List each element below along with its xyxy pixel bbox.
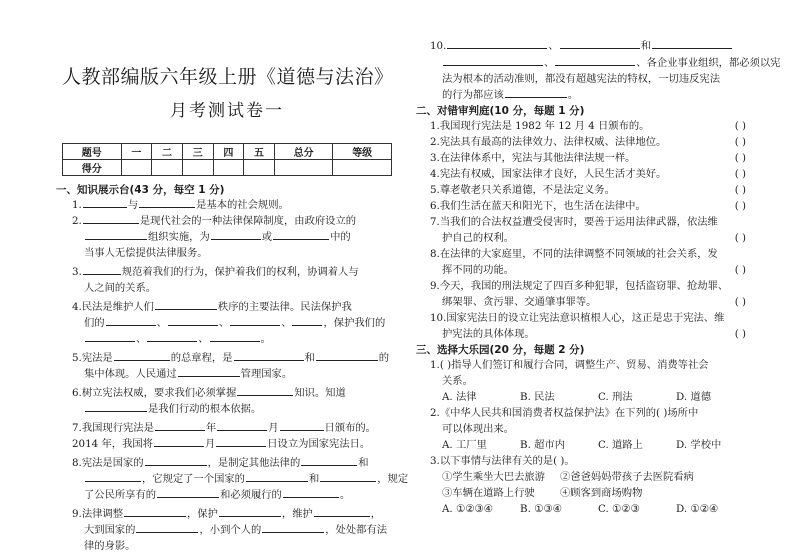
blank[interactable] [155,420,205,431]
answer-parens[interactable]: ( ) [734,136,746,148]
score-input-cell[interactable] [213,160,244,176]
blank[interactable] [443,55,543,66]
blank[interactable] [211,229,261,240]
blank[interactable] [155,299,217,310]
true-false-item: 10.国家宪法日的设立让宪法意识植根人心，这正是忠于宪法、维 [430,312,725,324]
blank[interactable] [217,420,267,431]
blank[interactable] [85,331,135,342]
score-cell: 二 [152,144,183,160]
score-cell: 三 [182,144,213,160]
blank[interactable] [114,350,170,361]
question-line: 2014 年，我国将 月 日设立为国家宪法日。 [72,438,371,450]
blank[interactable] [168,315,218,326]
choice-question: 3.以下事情与法律有关的是( )。 [430,455,575,467]
blank[interactable] [85,471,141,482]
score-cell: 一 [121,144,152,160]
question-line: 的行为都应该 。 [442,89,579,101]
blank[interactable] [652,38,732,49]
score-input-cell[interactable] [182,160,213,176]
score-input-cell[interactable] [121,160,152,176]
statement: ③车辆在道路上行驶 [442,487,535,499]
blank[interactable] [210,331,260,342]
choice-question: 2.《中华人民共和国消费者权益保护法》在下列的( )场所中 [430,407,699,419]
question-line: 3. 规范着我们的行为，保护着我们的权利，协调着人与 [72,266,359,278]
true-false-item: 9.今天，我国的刑法规定了四百多种犯罪，包括盗窃罪、抢劫罪、 [430,280,729,292]
question-line: 了公民所享有的 和必须履行的 。 [84,489,351,501]
score-cell: 总分 [274,144,333,160]
answer-parens[interactable]: ( ) [734,152,746,164]
blank[interactable] [85,229,147,240]
option-b[interactable]: B. 超市内 [520,439,566,451]
option-c[interactable]: C. 刑法 [598,391,633,403]
blank[interactable] [246,471,308,482]
score-cell: 等级 [333,144,392,160]
statement: ①学生乘坐大巴去旅游 [442,471,545,483]
blank[interactable] [447,38,547,49]
blank[interactable] [145,455,207,466]
blank[interactable] [273,229,329,240]
score-input-cell[interactable] [274,160,333,176]
question-line: 5.宪法是 的总章程，是 和 的 [72,352,390,364]
true-false-item: 6.我们生活在蓝天和阳光下，也生活在法律中。 ( ) [430,200,746,212]
true-false-item: 绑架罪、贪污罪、交通肇事罪等。 ( ) [442,296,746,308]
true-false-item: 8.在法律的大家庭里，不同的法律调整不同领域的社会关系，发 [430,248,718,260]
blank[interactable] [237,385,293,396]
answer-parens[interactable]: ( ) [734,232,746,244]
question-line: 们的 、 、 、 ，保护我们的 [84,317,386,329]
score-input-cell[interactable] [333,160,392,176]
blank[interactable] [216,436,266,447]
blank[interactable] [301,455,357,466]
blank[interactable] [320,471,376,482]
score-table [62,143,392,176]
blank[interactable] [106,315,156,326]
score-cell: 题号 [63,144,122,160]
answer-parens[interactable]: ( ) [734,168,746,180]
answer-parens[interactable]: ( ) [734,200,746,212]
option-c[interactable]: C. ①②③ [598,503,640,515]
blank[interactable] [85,401,147,412]
page-subtitle: 月考测试卷一 [170,101,284,121]
option-d[interactable]: D. ①②④ [676,503,719,515]
blank[interactable] [555,55,635,66]
blank[interactable] [83,264,121,275]
question-line: 法为根本的活动准则，都没有超越宪法的特权，一切违反宪法 [442,73,721,85]
section-heading: 二、对错审判庭(10 分，每题 1 分) [416,105,585,117]
option-a[interactable]: A. 工厂里 [442,439,487,451]
question-line: 6.树立宪法权威，要求我们必须掌握 知识。知道 [72,387,346,399]
question-line: 1. 与 是基本的社会规则。 [72,199,289,211]
true-false-item: 挥不同的功能。 ( ) [442,264,746,276]
question-line: 组织实施，为 或 中的 [84,229,351,245]
option-c[interactable]: C. 道路上 [598,439,643,451]
blank[interactable] [560,38,640,49]
question-line: 7.我国现行宪法是 年 月 日颁布的。 [72,422,376,434]
question-line: 、 、 。 [84,331,271,347]
option-d[interactable]: D. 学校中 [676,439,722,451]
blank[interactable] [230,315,280,326]
score-cell: 得分 [63,160,122,176]
choice-question: 关系。 [442,375,473,387]
section-heading: 一、知识展示台(43 分，每空 1 分) [56,184,225,196]
score-cell: 四 [213,144,244,160]
statement: ②爸爸妈妈带孩子去医院看病 [560,471,694,483]
question-line: 2. 是现代社会的一种法律保障制度，由政府设立的 [72,215,357,227]
true-false-item: 7.当我们的合法权益遭受侵害时，要善于运用法律武器，依法维 [430,216,718,228]
choice-question: 可以体现出来。 [442,423,515,435]
question-line: 9.法律调整 ，保护 ，维护 ， [72,508,382,520]
blank[interactable] [292,315,322,326]
blank[interactable] [314,506,370,517]
blank[interactable] [219,506,281,517]
blank[interactable] [147,331,197,342]
question-line: ，它规定了一个国家的 和 ，规定 [84,471,408,487]
true-false-item: 护自己的权利。 ( ) [442,232,746,244]
option-a[interactable]: A. ①②③④ [442,503,493,515]
option-b[interactable]: B. 民法 [520,391,555,403]
score-input-cell[interactable] [244,160,275,176]
question-line: 是我们行动的根本依据。 [84,401,261,417]
section-heading: 三、选择大乐园(20 分，每题 2 分) [416,344,585,356]
question-line: 大到国家的 ，小到个人的 ，处处都有法 [84,524,388,536]
choice-question: 1.( )指导人们签订和履行合同，调整生产、贸易、消费等社会 [430,359,709,371]
score-table-score-row [63,160,392,176]
question-line: 人之间的关系。 [84,282,157,294]
answer-parens[interactable]: ( ) [734,328,746,340]
option-a[interactable]: A. 法律 [442,391,477,403]
page-title: 人教部编版六年级上册《道德与法治》 [62,66,394,88]
score-cell: 五 [244,144,275,160]
blank[interactable] [83,213,139,224]
question-line: 8.宪法是国家的 ，是制定其他法律的 和 [72,457,369,469]
question-line: 10. 、 和 [430,38,733,54]
blank[interactable] [83,197,127,208]
blank[interactable] [283,487,339,498]
true-false-item: 护宪法的具体体现。 ( ) [442,328,746,340]
blank[interactable] [280,420,324,431]
blank[interactable] [178,366,240,377]
blank[interactable] [139,197,195,208]
option-b[interactable]: B. ①③④ [520,503,562,515]
true-false-item: 2.宪法具有最高的法律效力、法律权威、法律地位。 ( ) [430,136,746,148]
blank[interactable] [154,436,204,447]
blank[interactable] [157,487,219,498]
question-line: 当事人无偿提供法律服务。 [84,247,208,259]
blank[interactable] [136,522,198,533]
answer-parens[interactable]: ( ) [734,296,746,308]
blank[interactable] [234,350,304,361]
question-line: 4.民法是维护人们 秩序的主要法律。民法保护我 [72,301,352,313]
true-false-item: 4.宪法有权威，国家法律才良好，人民生活才美好。 ( ) [430,168,746,180]
true-false-item: 5.尊老敬老只关系道德，不是法定义务。 ( ) [430,184,746,196]
question-line: 集中体现。人民通过 管理国家。 [84,368,293,380]
statement: ④顾客到商场购物 [560,487,643,499]
blank[interactable] [124,506,186,517]
blank[interactable] [316,350,378,361]
blank[interactable] [262,522,324,533]
true-false-item: 3.在法律体系中，宪法与其他法律法规一样。 ( ) [430,152,746,164]
answer-parens[interactable]: ( ) [734,120,746,132]
true-false-item: 1.我国现行宪法是 1982 年 12 月 4 日颁布的。 ( ) [430,120,746,132]
question-line: 律的身影。 [84,540,136,552]
score-table-header-row [63,144,392,160]
blank[interactable] [505,87,567,98]
answer-parens[interactable]: ( ) [734,184,746,196]
answer-parens[interactable]: ( ) [734,264,746,276]
score-input-cell[interactable] [152,160,183,176]
option-d[interactable]: D. 道德 [676,391,712,403]
question-line: 、 、各企业事业组织，都必须以宪 [442,55,780,71]
